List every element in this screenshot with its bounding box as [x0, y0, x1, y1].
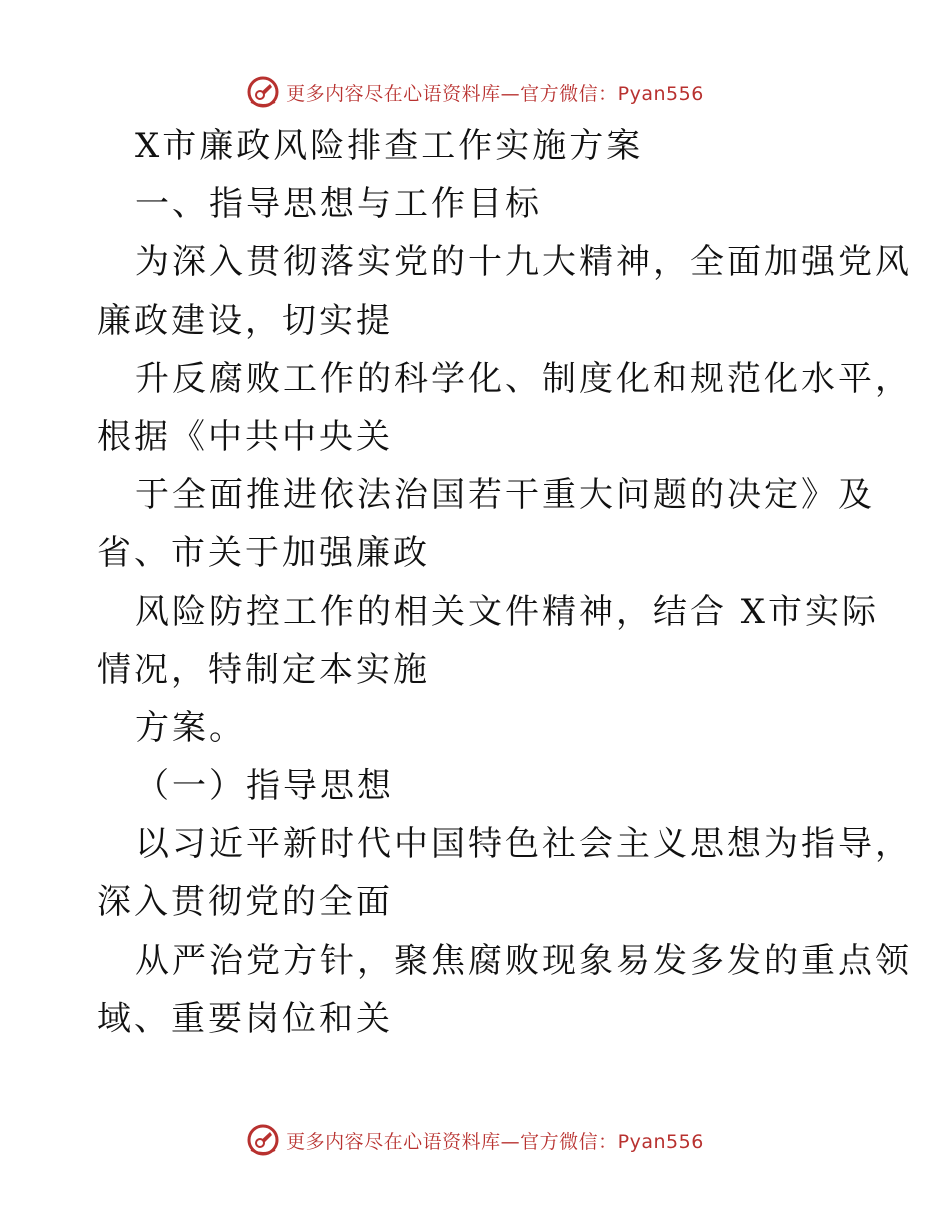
document-body: [97, 117, 917, 1048]
text-line: （一）指导思想: [135, 766, 394, 807]
text-line: 深入贯彻党的全面: [97, 882, 393, 923]
text-line: 方案。: [135, 707, 246, 748]
footer-watermark: [0, 1120, 950, 1160]
text-line: X市廉政风险排查工作实施方案: [135, 126, 644, 166]
text-line: 于全面推进依法治国若干重大问题的决定》及: [135, 475, 875, 516]
watermark-text: 更多内容尽在心语资料库—官方微信：Pyan556: [286, 82, 704, 105]
text-line: 以习近平新时代中国特色社会主义思想为指导，: [135, 824, 912, 865]
text-line: 情况，特制定本实施: [97, 649, 430, 690]
text-line: 升反腐败工作的科学化、制度化和规范化水平，: [135, 358, 912, 399]
text-line: 风险防控工作的相关文件精神，结合 X市实际: [135, 591, 880, 632]
text-line: 根据《中共中央关: [97, 416, 393, 457]
red-seal-logo-icon: [246, 75, 280, 109]
text-line: 廉政建设，切实提: [97, 300, 393, 341]
text-line: 从严治党方针，聚焦腐败现象易发多发的重点领: [135, 940, 912, 981]
text-line: 为深入贯彻落实党的十九大精神，全面加强党风: [135, 242, 912, 283]
red-seal-logo-icon: [246, 1123, 280, 1157]
header-watermark: [0, 72, 950, 112]
text-line: 域、重要岗位和关: [97, 998, 393, 1039]
text-line: 省、市关于加强廉政: [97, 533, 430, 574]
watermark-text: 更多内容尽在心语资料库—官方微信：Pyan556: [286, 1130, 704, 1153]
text-line: 一、指导思想与工作目标: [135, 184, 542, 225]
